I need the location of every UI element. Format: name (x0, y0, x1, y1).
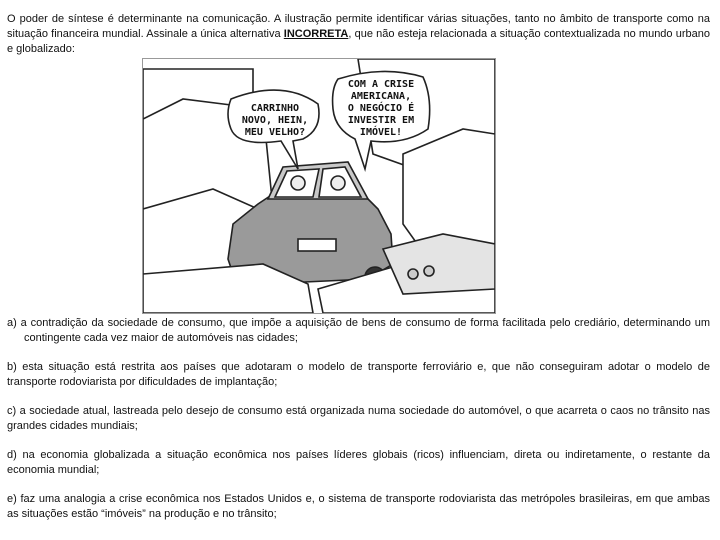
bubble-right-line-5: IMÓVEL! (359, 127, 403, 138)
traffic-jam-cartoon (142, 58, 496, 314)
intro-text-end: , que não esteja relacionada a situação contextualizada no mundo urbano e globalizado: (7, 28, 710, 55)
option-c: c) a sociedade atual, lastreada pelo desejo de consumo está organizada numa sociedade do automóvel, o que acarreta o caos no trânsito nas grandes cidades mundiais; (7, 405, 710, 432)
bubble-right-line-2: AMERICANA, (350, 91, 412, 102)
bubble-left-line-1: CARRINHO (250, 103, 300, 114)
emphasis-word: INCORRETA (283, 28, 349, 40)
bubble-right-line-4: INVESTIR EM (347, 115, 415, 126)
question-statement (7, 12, 710, 57)
option-d: d) na economia globalizada a situação econômica nos países líderes globais (ricos) influenciam, direta ou indiretamente, o restante da economia mundial; (7, 449, 710, 476)
bubble-right-line-3: O NEGÓCIO É (347, 103, 415, 114)
answer-options (7, 316, 710, 536)
option-e: e) faz uma analogia a crise econômica nos Estados Unidos e, o sistema de transporte rodoviarista das metrópoles brasileiras, em que ambas as situações estão “imóveis” na produção e no trânsito; (7, 493, 710, 520)
bubble-left-line-3: MEU VELHO? (244, 127, 306, 138)
option-a: a) a contradição da sociedade de consumo, que impõe a aquisição de bens de consumo de forma facilitada pelo crediário, determinando um contingente cada vez maior de automóveis nas cidades; (7, 317, 710, 344)
bubble-right-line-1: COM A CRISE (347, 79, 415, 90)
cartoon-drawing (143, 59, 495, 313)
option-b: b) esta situação está restrita aos países que adotaram o modelo de transporte ferroviário e, que não conseguiram adotar o modelo de transporte rodoviarista por dificuldades de implantação; (7, 361, 710, 388)
bubble-left-line-2: NOVO, HEIN, (241, 115, 309, 126)
intro-text: O poder de síntese é determinante na comunicação. A ilustração permite identificar várias situações, tanto no âmbito de transporte como na situação financeira mundial. Assinale a única alternativa (7, 13, 710, 40)
